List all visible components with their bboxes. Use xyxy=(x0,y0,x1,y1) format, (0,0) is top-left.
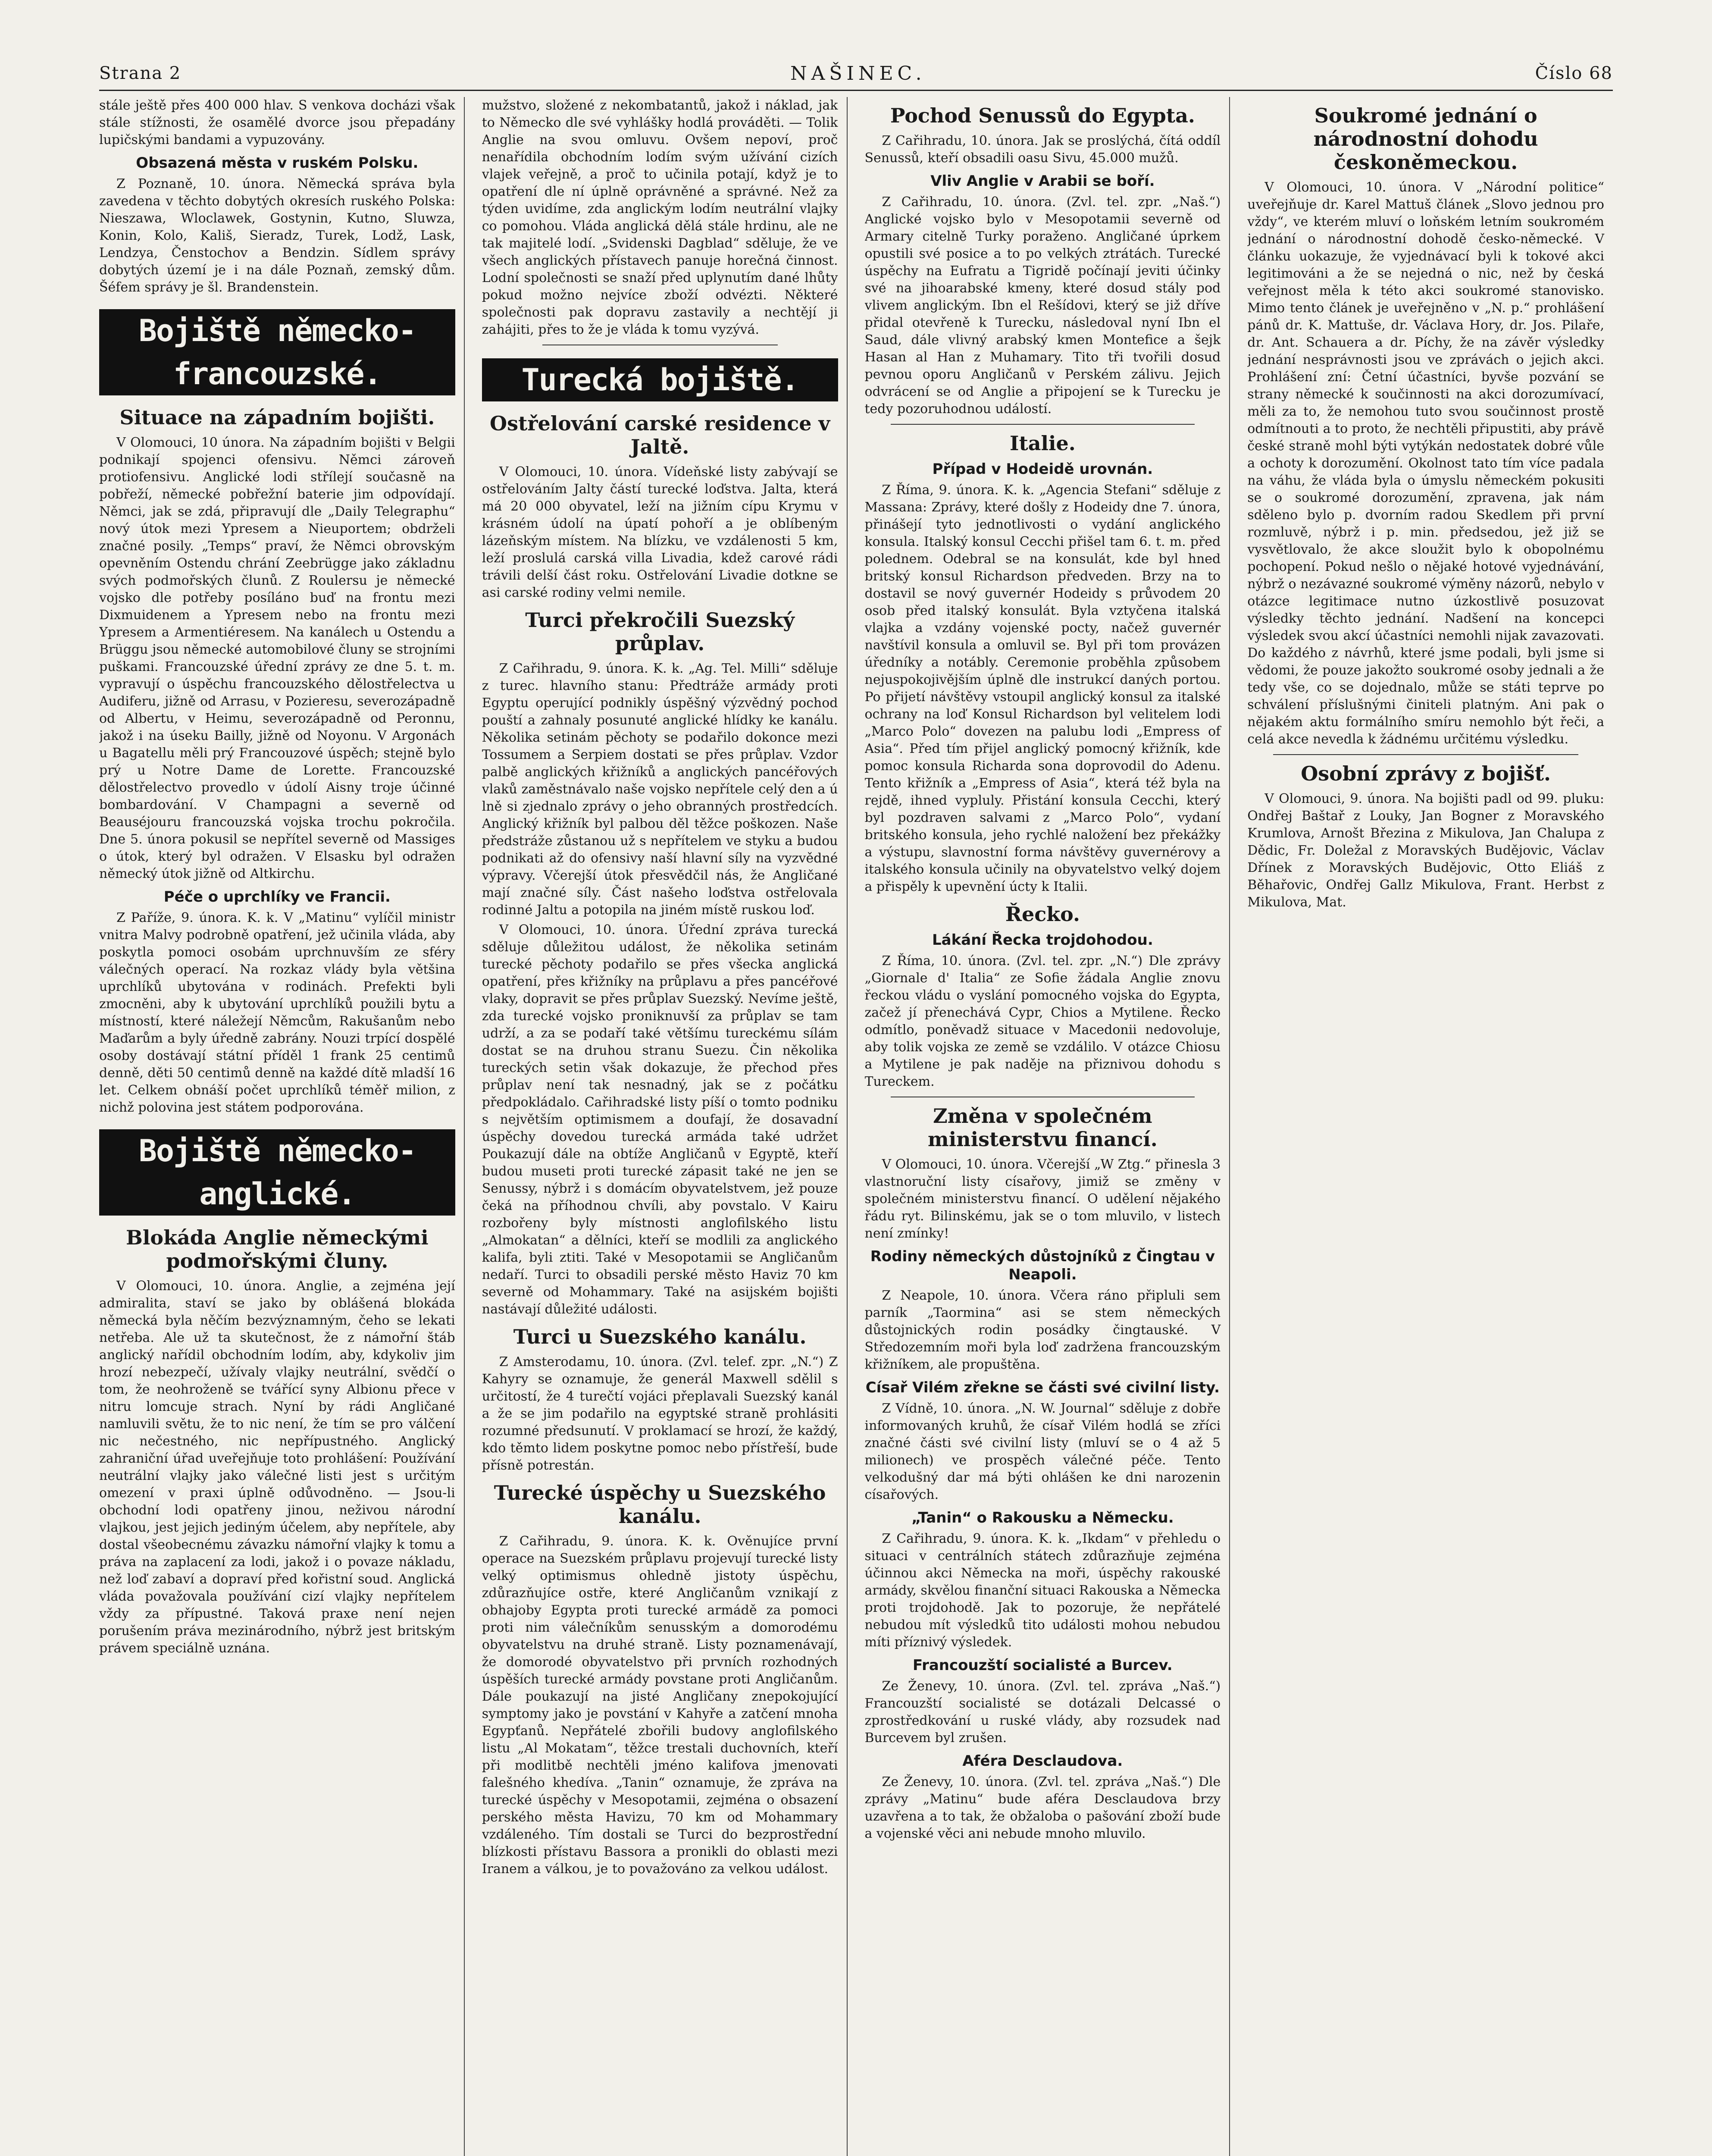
article-text: Z Cařihradu, 9. února. K. k. „Ikdam“ v přehledu o situaci v centrálních státech zdůrazňuje zejména účinnou akci Německa na moři, úspěchy rakouské armády, skvělou finanční situaci Rakouska a Německa proti trojdohodě. Jak to pozoruje, že nepřátelé nebudou mít výsledků tito události mohou nebudou míti příznivý výsledek. xyxy=(864,1531,1221,1650)
article-text: V Olomouci, 10. února. Vídeňské listy zabývají se ostřelováním Jalty částí turecké loďstva. Jalta, která má 20 000 obyvatel, leží na jižním cípu Krymu v krásném údolí na úpatí pohoří a je oblíbeným lázeňským místem. Na blízku, ve vzdálenosti 5 km, leží proslulá carská villa Livadia, kdež carové rádi trávili delší část roku. Ostřelování Livadie dotkne se asi carské rodiny velmi nemile. xyxy=(482,464,838,600)
article-text: Z Paříže, 9. února. K. k. V „Matinu“ vylíčil ministr vnitra Malvy podrobně opatření, jež učinila vláda, aby poskytla pomoci osobám uprchnuvším ze sféry válečných operací. Na rozkaz vlády byla většina uprchlíků ubytována v rodinách. Prefekti byli zmocněni, aby k ubytování uprchlíků použili bytu a místností, které náležejí Němcům, Rakušanům nebo Maďarům a byly úředně zabrány. Nouzi trpící dospělé osoby dostávají státní příděl 1 frank 25 centimů denně, děti 50 centimů denně na každé dítě mladší 16 let. Celkem obnáší počet uprchlíků téměř milion, z nichž polovina jest státem podporována. xyxy=(99,910,455,1115)
article-text: Z Vídně, 10. února. „N. W. Journal“ sděluje z dobře informovaných kruhů, že císař Vilém hodlá se zříci značné části své civilní listy (mluví se o 4 až 5 milionech) ve prospěch válečné péče. Tento velkodušný dar má býti ohlášen ke dni narozenin císařových. xyxy=(864,1401,1221,1502)
article-text: V Olomouci, 10. února. Úřední zpráva turecká sděluje důležitou událost, že několika setinám turecké pěchoty podařilo se přes všecka anglická opatření, přes křižníky na průplavu a přes pancéřové vlaky, dopravit se přes průplav Suezský. Nevíme ještě, zda turecké vojsko proniknuvší za průplav se tam udrží, a za se podaří také většímu tureckému sílám dostat se na druhou stranu Suezu. Čin několika tureckých setin však dokazuje, že přechod přes průplav není tak nesnadný, jak se z počátku předpokládalo. Cařihradské listy píší o tomto podniku s největším optimismem a doufají, že dosavadní úspěchy dovedou turecká armáda také udržet Poukazují dále na obtíže Angličanů v Egyptě, kteří budou museti proti turecké zápasit také ne jen se Senussy, nýbrž i s domácím obyvatelstvem, jež pouze čeká na příhodnou chvíli, aby povstalo. V Kairu rozbořeny byly místnosti anglofilského listu „Almokatan“ a dělníci, kteří se modlili za anglického kalifa, byli ztiti. Také v Mesopotamii se Angličanům nedaří. Turci to obsadili perské město Haviz 70 km severně od Mohammary. Také na asijském bojišti nastávají důležité události. xyxy=(482,922,838,1317)
article-text: Z Cařihradu, 9. února. K. k. Ověnujíce první operace na Suezském průplavu projevují turecké listy velký optimismus ohledně jistoty úspěchu, zdůrazňujíce ostře, které Angličanům vznikají z obhajoby Egypta proti turecké armádě za pomoci proti nim válečníkům senusským a domorodému obyvatelstvu na druhé straně. Listy poznamenávají, že domorodé obyvatelstvo při prvních rozhodných úspěších turecké armády povstane proti Angličanům. Dále poukazují na jisté Angličany znepokojující symptomy jako je povstání v Kahyře a zatčení mnoha Egypťanů. Nepřátelé zbořili budovy anglofilského listu „Al Mokatam“, těžce trestali duchovních, kteří při modlitbě nechtěli jméno kalifova jmenovati falešného khedíva. „Tanin“ oznamuje, že zpráva na turecké úspěchy v Mesopotamii, zejména o obsazení perského města Havizu, 70 km od Mohammary vzdáleného. Tím dostali se Turci do bezprostřední blízkosti přístavu Bassora a pronikli do oblasti mezi Iranem a válkou, je to považováno za velkou událost. xyxy=(482,1534,838,1877)
article-heading: Vliv Anglie v Arabii se boří. xyxy=(930,172,1155,190)
divider xyxy=(1273,754,1578,755)
article-text: Z Říma, 10. února. (Zvl. tel. zpr. „N.“) Dle zprávy „Giornale d' Italia“ ze Sofie žádala Anglie znovu řeckou vládu o vyslání pomocného vojska do Egypta, začež jí přenechává Cypr, Chios a Mytilene. Řecko odmítlo, poněvadž situace v Macedonii nedovoluje, aby tolik vojska ze země se vzdálilo. V otázce Chiosu a Mytilene je pak naděje na přiznivou dohodu s Tureckem. xyxy=(864,953,1221,1089)
article-text: V Olomouci, 10. února. V „Národní politice“ uveřejňuje dr. Karel Mattuš článek „Slovo jednou pro vždy“, ve kterém mluví o loňském letním soukromém jednání o národnostní dohodě česko-německé. V článku uokazuje, že vyjednávací byli k tokové akci legitimováni a že se nejedná o nic, než by česká veřejnost měla k této akci soukromé stanovisko. Mimo tento článek je uveřejněno v „N. p.“ prohlášení pánů dr. K. Mattuše, dr. Václava Hory, dr. Jos. Pilaře, dr. Ant. Schauera a dr. Píchy, že na závěr výsledky jednání nesprávnosti jsou ve zprávách o jejich akci. Prohlášení zní: Četní účastníci, byvše pozvání se strany německé k součinnosti na akci dorozumívací, měli za to, že nemohou tuto svou součinnost prostě odmítnouti a to proto, že nechtěli připustiti, aby právě české straně mohl býti vytýkán nedostatek dobré vůle a ochoty k dorozumění. Okolnost tato tím více padala na váhu, že vláda byla o úmyslu německém pokusiti se o soukromé dorozumění, zpravena, jak nám sděleno bylo p. dvorním radou Skedlem při první rozmluvě, nýbrž i p. min. předsedou, jež již se vysvětlovalo, že akce sloužit bylo k obopolnému pochopení. Pokud nešlo o nějaké hotové vyjednávání, nýbrž o nezávazné soukromé výměny názorů, nebylo v otázce legitimace nutno úzkostlivě posuzovat výsledky těchto jednání. Nadšení na koncepci výsledek svou akcí účastníci nemohli nijak zavazovati. Do každého z návrhů, které jsme podali, byli jsme si vědomi, že pouze jakožto soukromé osoby jednali a že tedy vše, co se dojednalo, může se státi teprve po schválení příslušnými činiteli platným. Ani pak o nějakém aktu formálního smíru nemohlo být řeči, a celá akce nevedla k žádnému určitému výsledku. xyxy=(1247,180,1604,747)
column-1 xyxy=(99,97,465,2156)
article-heading: Situace na západním bojišti. xyxy=(119,406,435,429)
article-heading: Péče o uprchlíky ve Francii. xyxy=(163,888,391,906)
article-text: Ze Ženevy, 10. února. (Zvl. tel. zpráva „Naš.“) Dle zprávy „Matinu“ bude aféra Desclaudova brzy uzavřena a to tak, že obžaloba o pašování zboží bude a vojenské věci ani nebude mnoho mluvilo. xyxy=(864,1774,1221,1841)
article-text: Z Cařihradu, 10. února. (Zvl. tel. zpr. „Naš.“) Anglické vojsko bylo v Mesopotamii severně od Armary citelně Turky poraženo. Angličané úprkem opustili své posice a to po velkých ztrátách. Turecké úspěchy na Eufratu a Tigridě počínají jeviti účinky své na jihoarabské kmeny, které dosud stály pod vlivem anglickým. Ibn el Rešídovi, který se již dříve přidal otevřeně k Turecku, následoval nyní Ibn el Saud, dále vlivný arabský kmen Montefice a šejk Hasan al Han z Muhamary. Tito tři tvořili dosud pevnou oporu Angličanů v Perském zálivu. Jejich odvrácení se od Anglie a připojení se k Turecku je tedy pozoruhodnou událostí. xyxy=(864,194,1221,417)
article-heading: Císař Vilém zřekne se části své civilní listy. xyxy=(865,1379,1220,1396)
article-text: Z Cařihradu, 10. února. Jak se proslýchá, čítá oddíl Senussů, kteří obsadili oasu Sivu, 45.000 mužů. xyxy=(864,133,1221,166)
article-heading: Soukromé jednání o národnostní dohodu českoněmeckou. xyxy=(1313,104,1538,174)
section-banner: Bojiště německo-anglické. xyxy=(99,1129,455,1216)
page-number: Strana 2 xyxy=(99,63,182,83)
article-text: V Olomouci, 10. února. Anglie, a zejména její admiralita, staví se jako by oblášená blokáda německá byla něčím bezvýznamným, čeho se lekati netřeba. Ale už ta skutečnost, že z námořní štáb anglický nařídil obchodním lodím, aby, kdykoliv jim hrozí nebezpečí, užívaly vlajky neutrální, svědčí o tom, že neohroženě se tvářící syny Albionu přece v nitru lomcuje strach. Nyní by rádi Angličané namluvili světu, že to nic není, že tím se pro válčení nic nečestného, nic nepřípustného. Anglický zahraniční úřad uveřejňuje toto prohlášení: Používání neutrální vlajky jako válečné listi jest s určitým omezení v praxi úplně odůvodněno. — Jsou-li obchodní lodi opatřeny jinou, neživou národní vlajkou, jest jejich jediným účelem, aby nepřítele, aby dostal všeobecnému závazku námořní vlajky k tomu a práva na zaplacení za lodi, jakož i o povaze nákladu, než loď zabaví a dopraví před kořistní soud. Anglická vláda považovala používání cizí vlajky nepřítelem vždy za přípustné. Taková praxe není nejen porušením práva mezinárodního, nýbrž jest britským právem speciálně uznána. xyxy=(99,1279,455,1656)
article-text: V Olomouci, 10. února. Včerejší „W Ztg.“ přinesla 3 vlastnoruční listy císařovy, jimiž se změny v společném ministerstvu financí. O udělení nějakého řádu ryt. Bilinskému, jak se o tom mluvilo, v listech není zmínky! xyxy=(864,1157,1221,1241)
article-heading: Ostřelování carské residence v Jaltě. xyxy=(490,412,830,458)
article-text: Z Amsterodamu, 10. února. (Zvl. telef. zpr. „N.“) Z Kahyry se oznamuje, že generál Maxwell sdělil s určitostí, že 4 turečtí vojáci přeplavali Suezský kanál a že se jim podařilo na egyptské straně prohlásiti rozumné předsunutí. V proklamací se hrozí, že každý, kdo těmto lidem poskytne pomoc nebo přístřeší, bude přísně potrestán. xyxy=(482,1354,838,1473)
article-heading: „Tanin“ o Rakousku a Německu. xyxy=(911,1509,1174,1526)
section-banner: Bojiště německo-francouzské. xyxy=(99,309,455,395)
article-text: Z Cařihradu, 9. února. K. k. „Ag. Tel. Milli“ sděluje z turec. hlavního stanu: Předtráže armády proti Egyptu operující podnikly úspěšný výzvědný pochod pouští a zahnaly posunuté anglické hlídky ke kanálu. Několika setinám pěchoty se podařilo dokonce mezi Tossumem a Serpiem dostati se přes průplav. Vzdor palbě anglických křižníků a anglických pancéřových vlaků zaměstnávalo naše vojsko nepřítele celý den a ú lně si zjednalo zprávy o jeho obranných prostředcích. Anglický křižník byl palbou děl těžce poškozen. Naše předstráže zůstanou už s nepřítelem ve styku a budou podnikati až do ofensivy naší hlavní síly na vyzvědné výpravy. Včerejší útok přesvědčil nás, že Angličané mají značné síly. Část našeho loďstva ostřelovala rodinné Jaltu a potopila na jiném místě ruskou loď. xyxy=(482,661,838,918)
masthead-title: NAŠINEC. xyxy=(790,62,926,85)
columns xyxy=(99,97,1613,2156)
article-heading: Aféra Desclaudova. xyxy=(962,1752,1123,1770)
divider xyxy=(891,424,1195,425)
article-heading: Blokáda Anglie německými podmořskými čluny. xyxy=(126,1226,429,1272)
section-heading: Řecko. xyxy=(1005,903,1080,926)
article-heading: Turecké úspěchy u Suezského kanálu. xyxy=(494,1481,826,1528)
article-heading: Obsazená města v ruském Polsku. xyxy=(136,154,419,172)
article-text: Z Říma, 9. února. K. k. „Agencia Stefani“ sděluje z Massana: Zprávy, které došly z Hodeidy dne 7. února, přinášejí tyto jednotlivosti o vydání anglického konsula. Italský konsul Cecchi přišel tam 6. t. m. před polednem. Odebral se na konsulát, kde byl hned britský konsul Richardson předveden. Brzy na to dostavil se nový guvernér Hodeidy s průvodem 20 osob před italský konsulát. Byla vztyčena italská vlajka a vzdány vojenské pocty, načež guvernér navštívil konsula a omluvil se. Byl při tom provázen úředníky a notábly. Ceremonie proběhla způsobem nejuspokojivějším úplně dle instrukcí daných portou. Po přijetí návštěvy vstoupil anglický konsul za italské ochrany na loď Konsul Richardson byl velitelem lodi „Marco Polo“ dovezen na palubu lodi „Empress of Asia“. Před tím přijel anglický pomocný křižník, kde pomoc konsula Richarda sona doprovodil do Adenu. Tento křižník a „Empress of Asia“, která též byla na rejdě, ihned vypluly. Přistání konsula Cecchi, který byl pozdraven salvami z „Marco Polo“, vydaní britského konsula, jeho rychlé naložení bez překážky a výstupu, slavnostní forma návštěvy guvernérovy a italského konsula učinily na obyvatelstvo velký dojem a přispěly k upevnění úcty k Italii. xyxy=(864,483,1221,894)
article-heading: Turci překročili Suezský průplav. xyxy=(525,608,795,655)
section-banner: Turecká bojiště. xyxy=(482,358,838,401)
article-text: V Olomouci, 10 února. Na západním bojišti v Belgii podnikají spojenci ofensivu. Němci zároveň protiofensivu. Anglické lodi střílejí současně na pobřeží, německé pobřežní baterie jim odpovídají. Němci, jak se zdá, připravují dle „Daily Telegraphu“ nový útok mezi Ypresem a Nieuportem; obdrželi značné posily. „Temps“ praví, že Němci obrovským opevněním Ostendu chrání Zeebrügge jako základnu svých podmořských člunů. Z Roulersu je německé vojsko dle potřeby posíláno buď na frontu mezi Dixmuidenem a Ypresem nebo na frontu mezi Ypresem a Armentiéresem. Na kanálech u Ostendu a Brüggu jsou německé automobilové čluny se strojními puškami. Francouzské úřední zprávy ze dne 5. t. m. vypravují o úspěchu francouzského dělostřelectva u Audiferu, jižně od Arrasu, v Pozieresu, severozápadně od Albertu, v Heimu, severozápadně od Peronnu, jakož i na úseku Bailly, jižně od Noyonu. V Argonách u Bagatellu měli prý Francouzové úspěch; stejně bylo prý u Notre Dame de Lorette. Francouzské dělostřelectvo provedlo v údolí Aisny troje účinné bombardování. V Champagni a severně od Beauséjouru francouzská vojska trochu pokročila. Dne 5. února pokusil se nepřítel severně od Massiges o útok, který byl odražen. V Elsasku byl odražen německý útok jižně od Altkirchu. xyxy=(99,435,455,881)
column-3 xyxy=(865,97,1230,2156)
article-heading: Osobní zprávy z bojišť. xyxy=(1301,762,1551,785)
section-heading: Italie. xyxy=(1009,432,1076,455)
article-text: stále ještě přes 400 000 hlav. S venkova docházi však stále stížnosti, že osamělé dvorce jsou přepadány lupičskými bandami a vypuzovány. xyxy=(99,98,455,147)
column-4 xyxy=(1247,97,1613,2156)
column-2 xyxy=(482,97,848,2156)
article-heading: Turci u Suezského kanálu. xyxy=(513,1325,807,1348)
header-rule xyxy=(99,90,1613,91)
article-text: mužstvo, složené z nekombatantů, jakož i náklad, jak to Německo dle své vyhlášky hodlá prováděti. — Tolik Anglie na svou omluvu. Ovšem nepoví, proč nenařídila obchodním lodím svým užívání cizích vlajek veřejně, a proč to učinila potají, když je to opatření dle ní úplně oprávněné a správné. Než za týden uvidíme, zda anglickým lodím neutrální vlajky co pomohou. Vláda anglická dělá stále hrdinu, ale ne tak majitelé lodí. „Svidenski Dagblad“ sděluje, že ve všech anglických přístavech panuje horečná činnost. Lodní společnosti se snaží před uplynutím dané lhůty pokud možno nejvíce zboží odvézti. Některé společnosti pak dopravu zastavily a nechtějí ji zahájiti, přes to že je vláda k tomu vyzývá. xyxy=(482,98,838,337)
article-text: Z Neapole, 10. února. Včera ráno připluli sem parník „Taormina“ asi se stem německých důstojnických rodin posádky čingtauské. V Středozemním moři byla loď zadržena francouzským křižníkem, ale propuštěna. xyxy=(864,1288,1221,1372)
article-heading: Případ v Hodeidě urovnán. xyxy=(932,461,1153,478)
article-heading: Pochod Senussů do Egypta. xyxy=(890,104,1195,127)
page-header xyxy=(99,60,1613,86)
article-text: Ze Ženevy, 10. února. (Zvl. tel. zpráva „Naš.“) Francouzští socialisté se dotázali Delcassé o zprostředkování u ruské vlády, aby rozsudek nad Burcevem byl zrušen. xyxy=(864,1679,1221,1745)
article-heading: Změna v společném ministerstvu financí. xyxy=(928,1104,1158,1151)
article-heading: Francouzští socialisté a Burcev. xyxy=(913,1657,1173,1674)
article-text: V Olomouci, 9. února. Na bojišti padl od 99. pluku: Ondřej Baštař z Louky, Jan Bogner z Moravského Krumlova, Arnošt Březina z Mikulova, Jan Chalupa z Dědic, Fr. Doležal z Moravských Budějovic, Václav Dřínek z Moravských Budějovic, Otto Eliáš z Běhařovic, Ondřej Gallz Mikulova, Frant. Herbst z Mikulova, Mat. xyxy=(1247,791,1604,910)
article-text: Z Poznaně, 10. února. Německá správa byla zavedena v těchto dobytých okresích ruského Polska: Nieszawa, Wloclawek, Gostynin, Kutno, Sluwza, Konin, Kolo, Kališ, Sieradz, Turek, Lodž, Lask, Lendzya, Čenstochov a Bendzin. Sídlem správy dobytých území je i na dále Poznaň, zemský dům. Šéfem správy je šl. Brandenstein. xyxy=(99,176,455,295)
article-heading: Lákání Řecka trojdohodou. xyxy=(932,931,1153,949)
issue-number: Číslo 68 xyxy=(1535,63,1613,83)
article-heading: Rodiny německých důstojníků z Čingtau v Neapoli. xyxy=(870,1248,1215,1283)
